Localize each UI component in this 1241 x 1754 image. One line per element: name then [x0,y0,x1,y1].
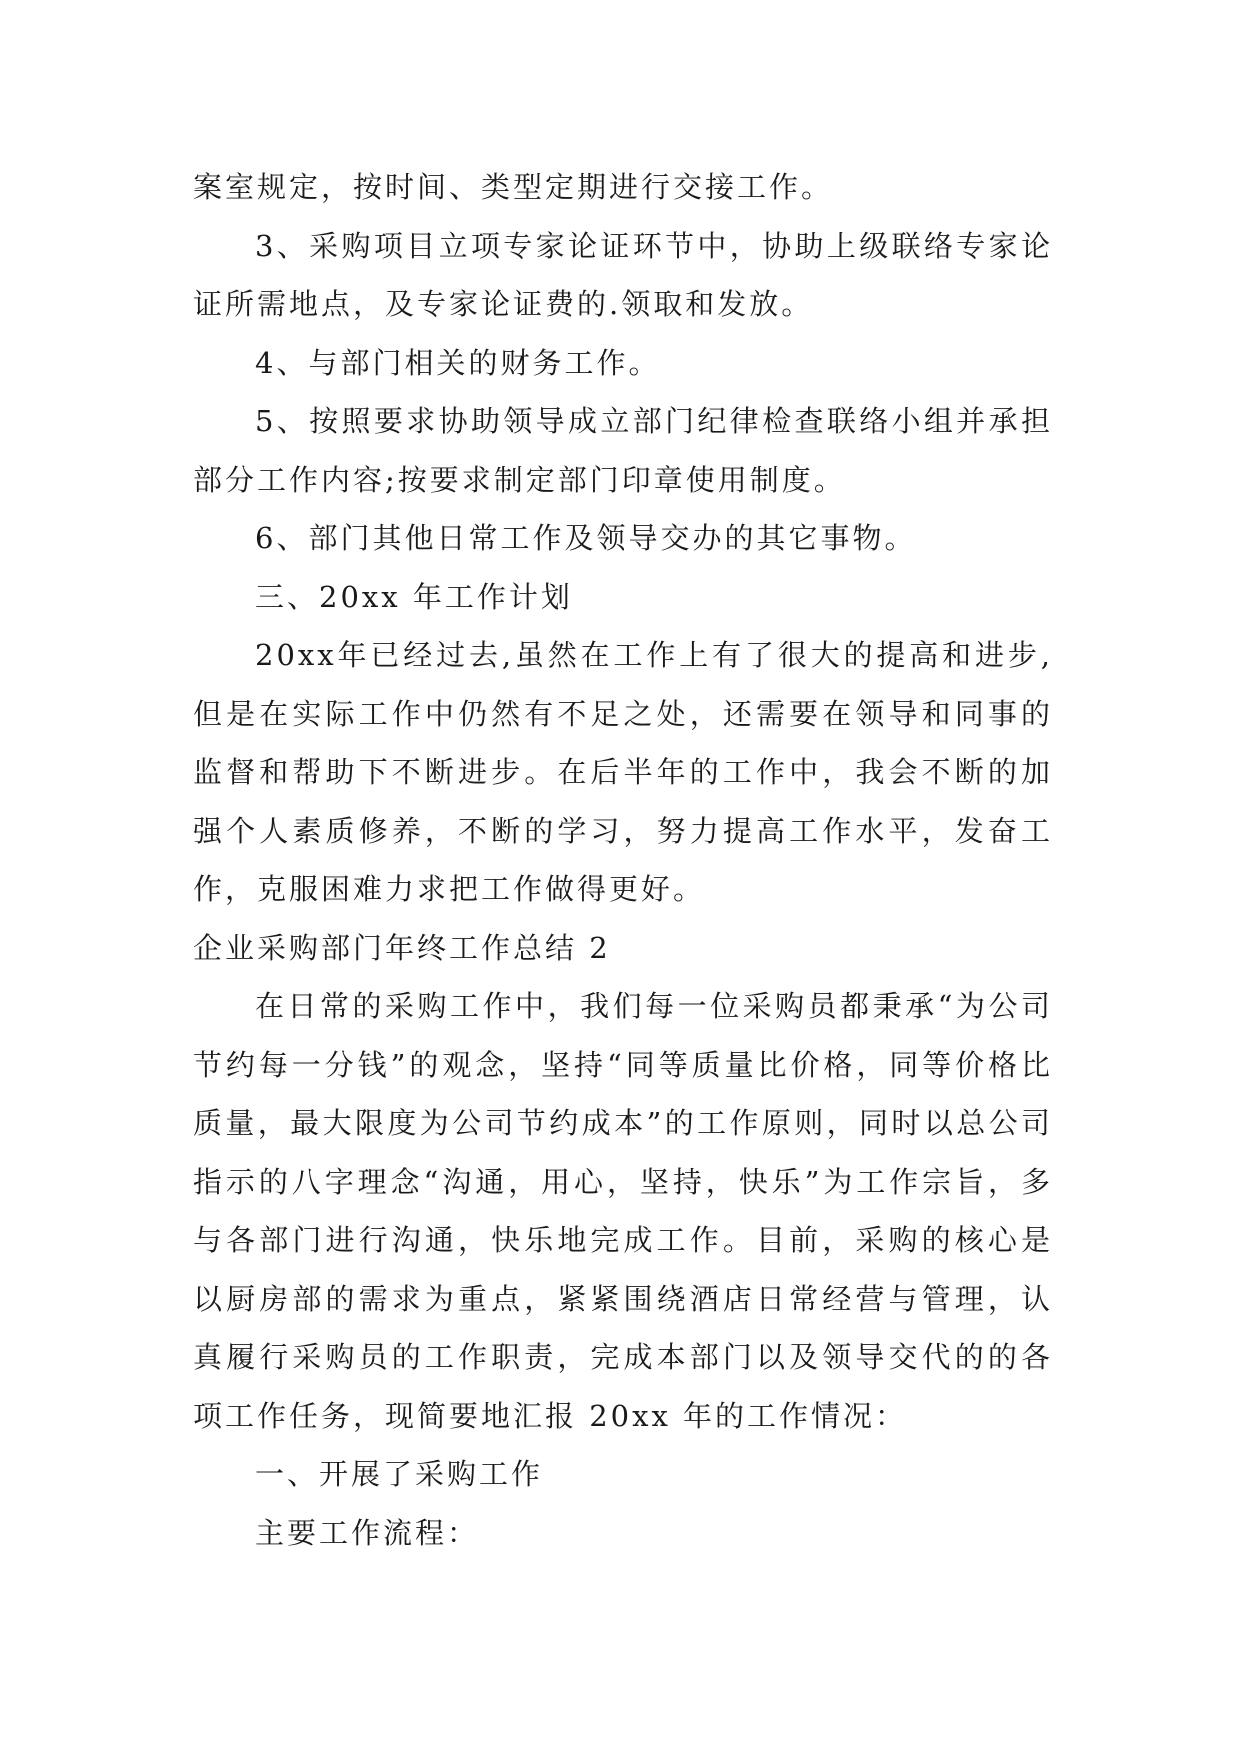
section-heading-procurement: 一、开展了采购工作 [255,1457,544,1491]
section-heading-work-plan: 三、20xx 年工作计划 [255,579,573,614]
paragraph-workflow-label: 主要工作流程： [255,1515,480,1550]
document-body [193,158,1053,1562]
paragraph-work-plan: 20xx年已经过去,虽然在工作上有了很大的提高和进步,但是在实际工作中仍然有不足之处，还需要在领导和同事的监督和帮助下不断进步。在后半年的工作中，我会不断的加强个人素质修养，不断的学习，努力提高工作水平，发奋工作，克服困难力求把工作做得更好。 [193,638,1053,906]
paragraph-intro: 在日常的采购工作中，我们每一位采购员都秉承“为公司节约每一分钱”的观念，坚持“同等质量比价格，同等价格比质量，最大限度为公司节约成本”的工作原则，同时以总公司指示的八字理念“沟通，用心，坚持，快乐”为工作宗旨，多与各部门进行沟通，快乐地完成工作。目前，采购的核心是以厨房部的需求为重点，紧紧围绕酒店日常经营与管理，认真履行采购员的工作职责，完成本部门以及领导交代的的各项工作任务，现简要地汇报 20xx 年的工作情况： [193,989,1053,1433]
paragraph-item-3: 3、采购项目立项专家论证环节中，协助上级联络专家论证所需地点，及专家论证费的.领取和发放。 [193,228,1053,321]
paragraph-continuation: 案室规定，按时间、类型定期进行交接工作。 [193,170,834,204]
paragraph-item-6: 6、部门其他日常工作及领导交办的其它事物。 [255,521,917,555]
document-title-summary-2: 企业采购部门年终工作总结 2 [193,930,611,965]
paragraph-item-5: 5、按照要求协助领导成立部门纪律检查联络小组并承担部分工作内容;按要求制定部门印章使用制度。 [193,404,1053,497]
paragraph-item-4: 4、与部门相关的财务工作。 [255,345,661,380]
